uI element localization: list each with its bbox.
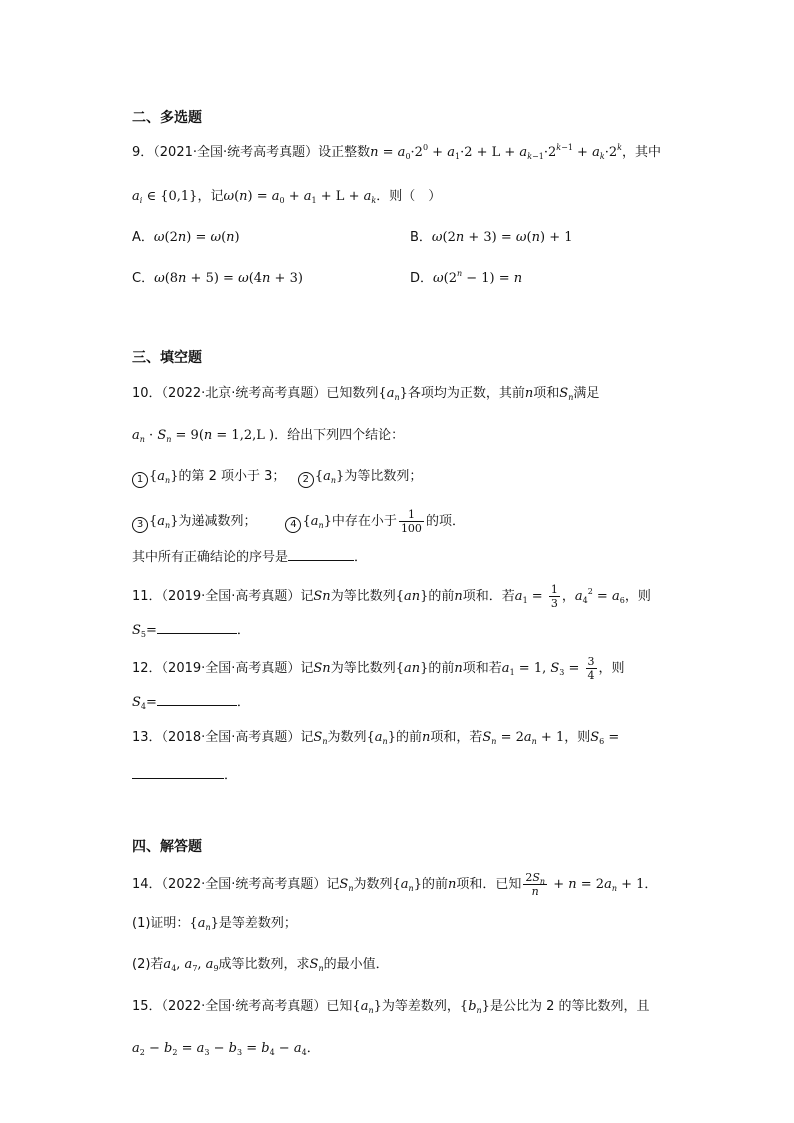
question-12-line-1: 12．（2019·全国·高考真题）记Sn为等比数列{an}的前n项和若$a_1 = 1$, $S_3$ = $\frac{3}{4}$ ，则 [132, 655, 625, 682]
section-heading-fill-in: 三、填空题 [132, 350, 202, 366]
q9-option-b[interactable]: B．ω(2n + 3) = ω(n) + 1 [410, 230, 573, 245]
q9-formula-n: n [370, 145, 379, 160]
question-11-line-1: 11．（2019·全国·高考真题）记Sn为等比数列{an}的前n项和．若$a_1$ = $\frac{1}{3}$ ，$a_4^2 = a_6$，则 [132, 583, 651, 610]
question-12-line-2: $S_4=$ ． [132, 691, 250, 713]
question-10-line-2: $a_n \cdot S_n = 9(n = 1,2,L$ )．给出下列四个结论： [132, 428, 405, 444]
question-10-line-1: 10．（2022·北京·统考高考真题）已知数列$\{a_n\}$各项均为正数，其前n项和$S_n$满足 [132, 386, 600, 402]
q9-option-a[interactable]: A．ω(2n) = ω(n) [132, 230, 240, 245]
q10-answer-blank[interactable] [288, 546, 354, 561]
question-15-line-2: $a_2 - b_2 = a_3 - b_3 = b_4 - a_4$． [132, 1041, 320, 1057]
q9-option-d[interactable]: D．$\omega(2^n - 1) = n$ [410, 269, 523, 286]
question-9-line-2: $a_i$ ∈ {0,1}，记$\omega(n) = a_0 + a_1 + L + a_k$．则（ ） [132, 189, 442, 205]
question-11-line-2: $S_5=$ ． [132, 619, 250, 641]
question-14-part-2: (2)若$a_4$, $a_7$, $a_9$成等比数列，求$S_n$的最小值． [132, 957, 389, 973]
question-10-conclusions-3-4: 3 $\{a_n\}$为递减数列； 4 $\{a_n\}$中存在小于 $\frac{1}{100}$ 的项． [132, 508, 465, 535]
question-14-line-1: 14．（2022·全国·统考高考真题）记$S_n$为数列$\{a_n\}$的前n项和．已知 $\frac{2S_n}{n}$ + $n = 2a_n + 1$． [132, 871, 658, 898]
q9-option-c[interactable]: C．ω(8n + 5) = ω(4n + 3) [132, 271, 303, 286]
section-heading-solution: 四、解答题 [132, 839, 202, 855]
question-13-line-1: 13．（2018·全国·高考真题）记$S_n$为数列$\{a_n\}$的前n项和，若$S_n = 2a_n + 1$，则$S_6$ = [132, 730, 620, 746]
q12-answer-blank[interactable] [157, 691, 237, 706]
q11-answer-blank[interactable] [157, 619, 237, 634]
question-13-line-2: ． [132, 764, 237, 786]
question-9-line-1: 9．（2021·全国·统考高考真题）设正整数$n = a_0\cdot 2^0 + a_1\cdot 2 + L + a_{k-1}\cdot 2^{k-1} + a_k\cdot 2^k$，其中 [132, 143, 661, 161]
q13-answer-blank[interactable] [132, 764, 224, 779]
question-10-conclusions-1-2: 1 $\{a_n\}$的第 2 项小于 3； 2 $\{a_n\}$为等比数列； [132, 467, 422, 488]
question-10-ask: 其中所有正确结论的序号是 ． [132, 546, 367, 568]
q9-source: 9．（2021·全国·统考高考真题）设正整数 [132, 145, 371, 160]
question-15-line-1: 15．（2022·全国·统考高考真题）已知$\{a_n\}$为等差数列，$\{b_n\}$是公比为 2 的等比数列，且 [132, 999, 650, 1015]
section-heading-multi-choice: 二、多选题 [132, 110, 202, 126]
question-14-part-1: (1)证明：$\{a_n\}$是等差数列； [132, 916, 297, 932]
